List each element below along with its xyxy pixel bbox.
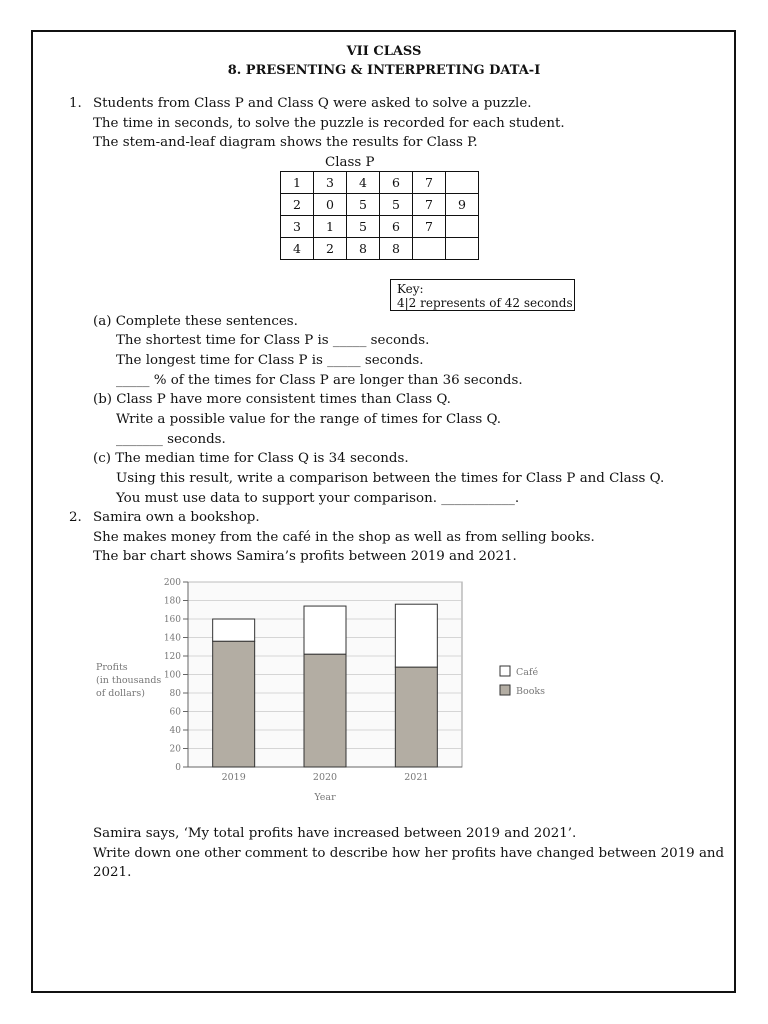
leaf-cell: 0 [314, 194, 347, 216]
stem-cell: 4 [281, 238, 314, 260]
x-tick-label: 2019 [221, 772, 246, 783]
leaf-cell: 5 [347, 194, 380, 216]
q2-closing-line-1: Samira says, ‘My total profits have increased between 2019 and 2021’. [93, 826, 577, 841]
leaf-cell: 8 [380, 238, 413, 260]
profits-bar-chart [90, 572, 560, 812]
x-tick-label: 2020 [312, 772, 338, 783]
stem-leaf-row [281, 172, 479, 194]
y-tick-label: 120 [163, 652, 181, 662]
q2-number: 2. [69, 510, 82, 525]
q1b-line-1: Write a possible value for the range of times for Class Q. [116, 412, 502, 427]
leaf-cell: 5 [380, 194, 413, 216]
class-title: VII CLASS [346, 44, 422, 59]
leaf-cell: 9 [446, 194, 479, 216]
y-tick-label: 20 [169, 744, 181, 755]
leaf-cell [446, 172, 479, 194]
bar-books-2019 [213, 641, 255, 767]
leaf-cell [413, 238, 446, 260]
leaf-cell: 7 [413, 216, 446, 238]
q2-intro-line-1: Samira own a bookshop. [93, 510, 260, 525]
bar-caf-2019 [213, 619, 255, 641]
y-tick-label: 40 [169, 726, 181, 736]
stem-cell: 3 [281, 216, 314, 238]
legend-swatch-caf [500, 666, 510, 676]
leaf-cell [446, 238, 479, 260]
q1a-label: (a) Complete these sentences. [93, 314, 298, 329]
y-axis-title-line: of dollars) [96, 688, 145, 699]
y-tick-label: 100 [163, 670, 181, 681]
stem-leaf-row [281, 216, 479, 238]
chapter-title: 8. PRESENTING & INTERPRETING DATA-I [227, 63, 541, 78]
leaf-cell: 3 [314, 172, 347, 194]
y-tick-label: 80 [169, 689, 181, 699]
bar-caf-2020 [304, 606, 346, 654]
y-axis-title-line: (in thousands [96, 675, 162, 686]
leaf-cell: 6 [380, 216, 413, 238]
bar-books-2021 [395, 667, 437, 767]
q1-intro-line-2: The time in seconds, to solve the puzzle is recorded for each student. [93, 116, 565, 131]
q2-intro-line-3: The bar chart shows Samira’s profits between 2019 and 2021. [93, 549, 517, 564]
q1c-line-2: You must use data to support your comparison. ___________. [116, 491, 520, 506]
y-axis-title-line: Profits [96, 662, 128, 673]
y-tick-label: 160 [163, 615, 181, 625]
x-axis-title: Year [314, 792, 336, 803]
leaf-cell: 2 [314, 238, 347, 260]
y-tick-label: 60 [169, 707, 181, 718]
leaf-cell: 8 [347, 238, 380, 260]
stem-leaf-caption: Class P [325, 155, 375, 170]
leaf-cell: 6 [380, 172, 413, 194]
q2-closing-line-2: Write down one other comment to describe how her profits have changed between 2019 and [93, 846, 725, 861]
leaf-cell: 5 [347, 216, 380, 238]
bar-books-2020 [304, 654, 346, 767]
q1c-label: (c) The median time for Class Q is 34 seconds. [93, 451, 409, 466]
stem-leaf-row [281, 194, 479, 216]
leaf-cell: 7 [413, 194, 446, 216]
y-tick-label: 200 [163, 578, 181, 588]
q1-intro-line-1: Students from Class P and Class Q were asked to solve a puzzle. [93, 96, 532, 111]
stem-cell: 2 [281, 194, 314, 216]
legend-label: Books [516, 686, 546, 697]
y-tick-label: 180 [163, 596, 181, 607]
q1a-line-1: The shortest time for Class P is _____ seconds. [116, 333, 430, 348]
q1-intro-line-3: The stem-and-leaf diagram shows the results for Class P. [93, 135, 478, 150]
key-text: 4|2 represents of 42 seconds [397, 296, 573, 310]
q1c-line-1: Using this result, write a comparison between the times for Class P and Class Q. [116, 471, 665, 486]
stem-leaf-table [280, 171, 479, 260]
legend-swatch-books [500, 685, 510, 695]
q1a-line-2: The longest time for Class P is _____ seconds. [116, 353, 424, 368]
y-tick-label: 0 [175, 763, 181, 773]
q1-number: 1. [69, 96, 82, 111]
leaf-cell: 7 [413, 172, 446, 194]
q1a-line-3: _____ % of the times for Class P are longer than 36 seconds. [116, 373, 523, 388]
stem-cell: 1 [281, 172, 314, 194]
y-tick-label: 140 [163, 633, 181, 644]
leaf-cell: 4 [347, 172, 380, 194]
q2-closing-line-3: 2021. [93, 865, 132, 880]
stem-leaf-row [281, 238, 479, 260]
leaf-cell [446, 216, 479, 238]
leaf-cell: 1 [314, 216, 347, 238]
q1b-label: (b) Class P have more consistent times than Class Q. [93, 392, 451, 407]
bar-caf-2021 [395, 604, 437, 667]
legend-label: Café [516, 667, 539, 678]
key-label: Key: [397, 282, 424, 296]
q1b-line-2: _______ seconds. [116, 432, 226, 447]
x-tick-label: 2021 [404, 772, 429, 783]
q2-intro-line-2: She makes money from the café in the shop as well as from selling books. [93, 530, 595, 545]
stem-leaf-key [390, 279, 575, 311]
